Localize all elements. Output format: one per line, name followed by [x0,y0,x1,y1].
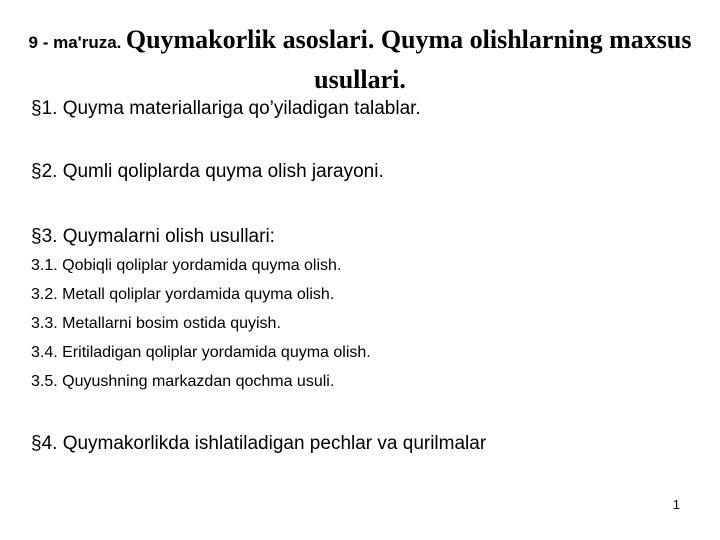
section-4: §4. Quymakorlikda ishlatiladigan pechlar va qurilmalar [31,433,487,454]
subsection-3-2: 3.2. Metall qoliplar yordamida quyma olish. [31,286,335,303]
page-number: 1 [672,497,680,512]
subsection-3-5: 3.5. Quyushning markazdan qochma usuli. [31,373,335,390]
subsection-3-4: 3.4. Eritiladigan qoliplar yordamida quyma olish. [31,344,371,361]
subsection-3-3: 3.3. Metallarni bosim ostida quyish. [31,315,281,332]
subsection-3-1: 3.1. Qobiqli qoliplar yordamida quyma olish. [31,257,342,274]
lecture-number: 9 - ma'ruza. [28,33,122,52]
section-2: §2. Qumli qoliplarda quyma olish jarayoni. [31,161,384,182]
section-3: §3. Quymalarni olish usullari: [31,226,275,247]
slide-title [20,22,700,102]
section-1: §1. Quyma materiallariga qo’yiladigan talablar. [31,98,421,119]
lecture-title: Quymakorlik asoslari. Quyma olishlarning maxsus usullari. [125,25,692,94]
